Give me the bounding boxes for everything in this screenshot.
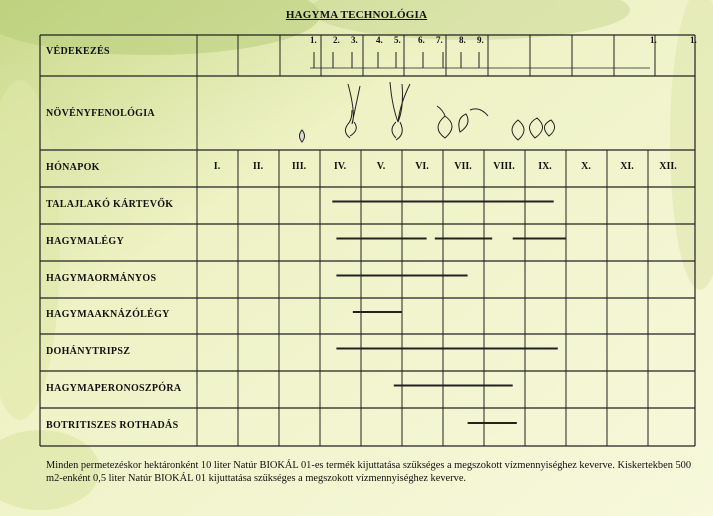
spray-tick-5: 5. xyxy=(394,35,401,45)
spray-tick-10: 1. xyxy=(650,35,657,45)
pest-label-3: HAGYMAORMÁNYOS xyxy=(46,272,157,284)
month-1: I. xyxy=(213,161,221,172)
pest-label-1: TALAJLAKÓ KÁRTEVŐK xyxy=(46,198,174,210)
row-label-fenologia: NÖVÉNYFENOLÓGIA xyxy=(46,108,155,119)
month-12: XII. xyxy=(659,161,677,172)
pest-label-4: HAGYMAAKNÁZÓLÉGY xyxy=(46,309,170,320)
month-6: VI. xyxy=(415,161,429,172)
seed-icon xyxy=(300,130,305,142)
bulb-forming-icon xyxy=(437,106,488,138)
spray-tick-1: 1. xyxy=(310,35,317,45)
row-label-honapok: HÓNAPOK xyxy=(46,162,100,173)
month-9: IX. xyxy=(538,161,552,172)
month-8: VIII. xyxy=(493,161,515,172)
seedling-icon xyxy=(345,84,360,138)
month-4: IV. xyxy=(333,161,347,172)
month-7: VII. xyxy=(454,161,472,172)
month-2: II. xyxy=(252,161,264,172)
spray-tick-9: 9. xyxy=(477,35,484,45)
row-label-vedekezes: VÉDEKEZÉS xyxy=(46,46,110,57)
spray-tick-4: 4. xyxy=(376,35,383,45)
footnote: Minden permetezéskor hektáronként 10 liter Natúr BIOKÁL 01-es termék kijuttatása szükséges a megszokott vízmennyiséghez keverve. Kiskertekben 500 m2-enként 0,5 liter Natúr BIOKÁL 01 kijuttatása szükséges a megszokott vízmennyiséghez keverve. xyxy=(46,460,692,484)
page-title: HAGYMA TECHNOLÓGIA xyxy=(285,9,428,21)
month-10: X. xyxy=(581,161,591,172)
spray-tick-7: 7. xyxy=(436,35,443,45)
spray-tick-6: 6. xyxy=(418,35,425,45)
month-5: V. xyxy=(376,161,386,172)
spray-tick-3: 3. xyxy=(351,35,358,45)
spray-tick-11: 1. xyxy=(690,35,697,45)
month-11: XI. xyxy=(620,161,634,172)
spray-tick-8: 8. xyxy=(459,35,466,45)
mature-onion-icon xyxy=(512,118,555,140)
pest-label-6: HAGYMAPERONOSZPÓRA xyxy=(46,382,182,394)
month-3: III. xyxy=(291,161,307,172)
pest-label-2: HAGYMALÉGY xyxy=(46,235,124,247)
young-onion-icon xyxy=(390,82,410,140)
spray-tick-2: 2. xyxy=(333,35,340,45)
pest-label-5: DOHÁNYTRIPSZ xyxy=(46,345,131,357)
pest-label-7: BOTRITISZES ROTHADÁS xyxy=(46,420,179,431)
